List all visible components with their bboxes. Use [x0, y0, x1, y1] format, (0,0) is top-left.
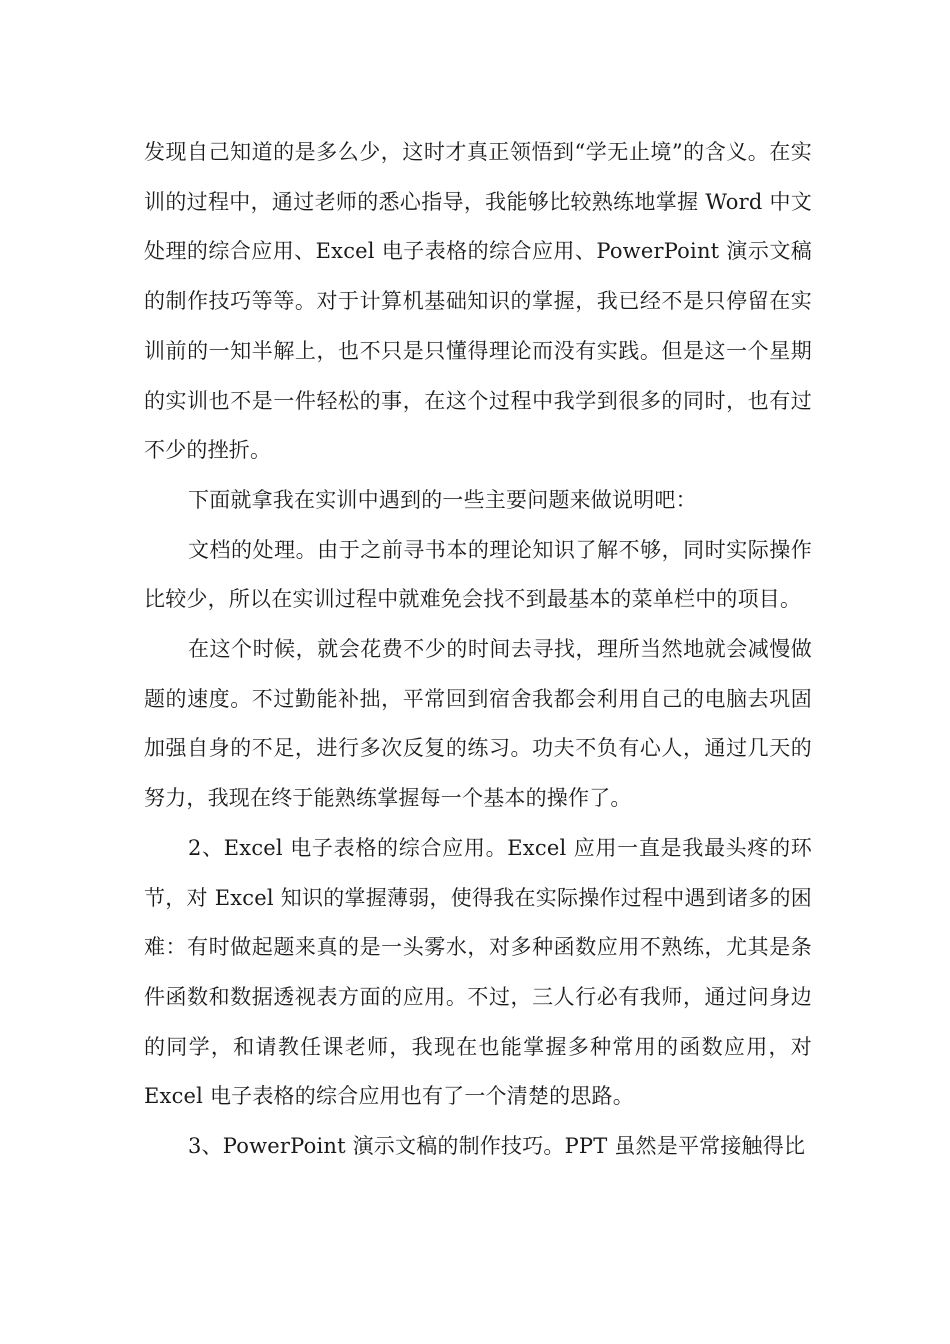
paragraph-3: 文档的处理。由于之前寻书本的理论知识了解不够，同时实际操作比较少，所以在实训过程中就难免会找不到最基本的菜单栏中的项目。 — [144, 537, 812, 612]
paragraph-1: 发现自己知道的是多么少，这时才真正领悟到“学无止境”的含义。在实训的过程中，通过老师的悉心指导，我能够比较熟练地掌握 Word 中文处理的综合应用、Excel 电子表格的综合应用、PowerPoint 演示文稿的制作技巧等等。对于计算机基础知识的掌握，我已经不是只停留在实训前的一知半解上，也不只是只懂得理论而没有实践。但是这一个星期的实训也不是一件轻松的事，在这个过程中我学到很多的同时，也有过不少的挫折。 — [144, 140, 812, 463]
paragraph-6: 3、PowerPoint 演示文稿的制作技巧。PPT 虽然是平常接触得比 — [188, 1134, 806, 1159]
paragraph-4: 在这个时候，就会花费不少的时间去寻找，理所当然地就会减慢做题的速度。不过勤能补拙，平常回到宿舍我都会利用自己的电脑去巩固加强自身的不足，进行多次反复的练习。功夫不负有心人，通过几天的努力，我现在终于能熟练掌握每一个基本的操作了。 — [144, 637, 812, 811]
document-body — [144, 128, 812, 1172]
paragraph-2: 下面就拿我在实训中遇到的一些主要问题来做说明吧： — [188, 487, 697, 512]
paragraph-5: 2、Excel 电子表格的综合应用。Excel 应用一直是我最头疼的环节，对 Excel 知识的掌握薄弱，使得我在实际操作过程中遇到诸多的困难：有时做起题来真的是一头雾水，对多种函数应用不熟练，尤其是条件函数和数据透视表方面的应用。不过，三人行必有我师，通过问身边的同学，和请教任课老师，我现在也能掌握多种常用的函数应用，对 Excel 电子表格的综合应用也有了一个清楚的思路。 — [144, 835, 812, 1109]
